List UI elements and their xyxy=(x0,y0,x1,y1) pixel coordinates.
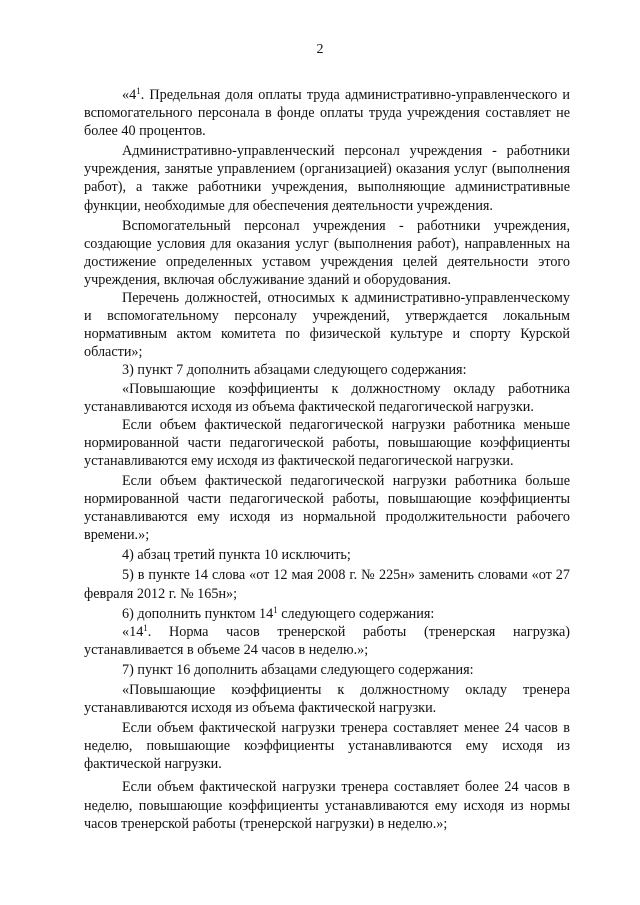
paragraph: «$4^1$. Предельная доля оплаты труда административно-управленческого и вспомогательного персонала в фонде оплаты труда учреждения составляет не более 40 процентов. xyxy=(84,86,570,140)
paragraph: 5) в пункте 14 слова «от 12 мая 2008 г. № 225н» заменить словами «от 27 февраля 2012 г. № 165н»; xyxy=(84,567,570,602)
paragraph: Если объем фактической нагрузки тренера составляет менее 24 часов в неделю, повышающие коэффициенты устанавливаются ему исходя из фактической нагрузки. xyxy=(84,720,570,773)
paragraph: «Повышающие коэффициенты к должностному окладу работника устанавливаются исходя из объема фактической педагогической нагрузки. xyxy=(84,380,570,415)
paragraph: 7) пункт 16 дополнить абзацами следующего содержания: xyxy=(122,661,474,678)
document-body xyxy=(84,86,570,833)
paragraph: Если объем фактической нагрузки тренера составляет более 24 часов в неделю, повышающие коэффициенты устанавливаются ему исходя из нормы часов тренерской работы (тренерской нагрузки) в неделю.»; xyxy=(84,779,570,832)
paragraph: Административно-управленческий персонал учреждения - работники учреждения, занятые управлением (организацией) оказания услуг (выполнения работ), а также работники учреждения, выполняющие административные функции, необходимые для обеспечения деятельности учреждения. xyxy=(84,143,570,214)
page-number: 2 xyxy=(316,42,324,57)
paragraph: 4) абзац третий пункта 10 исключить; xyxy=(122,547,351,564)
paragraph: Если объем фактической педагогической нагрузки работника меньше нормированной части педагогической работы, повышающие коэффициенты устанавливаются ему исходя из фактической педагогической нагрузки. xyxy=(84,416,570,469)
paragraph: Вспомогательный персонал учреждения - работники учреждения, создающие условия для оказания услуг (выполнения работ), направленных на достижение определенных уставом учреждения целей деятельности этого учреждения, включая обслуживание зданий и оборудования. xyxy=(84,217,570,288)
paragraph: «$14^1$. Норма часов тренерской работы (тренерская нагрузка) устанавливается в объеме 24 часов в неделю.»; xyxy=(84,622,570,658)
paragraph: «Повышающие коэффициенты к должностному окладу тренера устанавливаются исходя из объема фактической нагрузки. xyxy=(84,682,570,717)
paragraph: 3) пункт 7 дополнить абзацами следующего содержания: xyxy=(122,362,467,379)
paragraph: Если объем фактической педагогической нагрузки работника больше нормированной части педагогической работы, повышающие коэффициенты устанавливаются ему исходя из нормальной продолжительности рабочего времени.»; xyxy=(84,472,570,544)
paragraph: Перечень должностей, относимых к административно-управленческому и вспомогательному персоналу учреждений, утверждается локальным нормативным актом комитета по физической культуре и спорту Курской области»; xyxy=(84,290,570,361)
paragraph: 6) дополнить пунктом $14^1$ следующего содержания: xyxy=(122,604,435,622)
